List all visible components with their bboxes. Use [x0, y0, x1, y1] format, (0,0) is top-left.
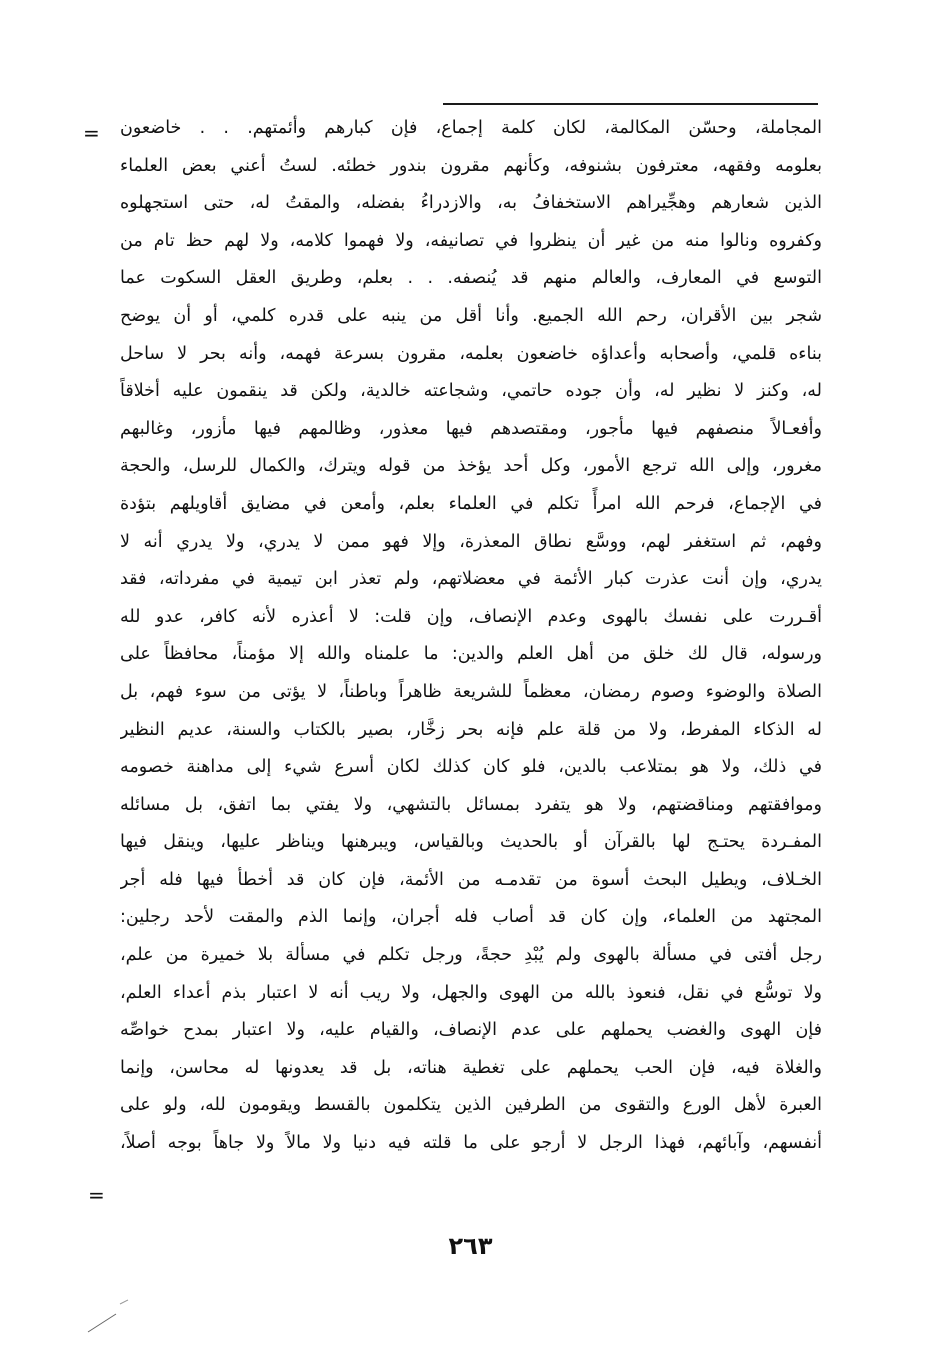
- continuation-marker-bottom: =: [88, 1183, 105, 1207]
- text-line: ولا توسُّع في نقل، فنعوذ بالله من الهوى والجهل، ولا ريب أنه لا اعتبار بذم أعداء العلم،: [120, 982, 822, 1003]
- text-line: فإن الهوى والغضب يحملهم على عدم الإنصاف، والقيام عليه، ولا اعتبار بمدح خواصِّه: [120, 1020, 822, 1041]
- continuation-marker-top: =: [83, 121, 100, 145]
- text-line: الصلاة والوضوء وصوم رمضان، معظماً للشريعة ظاهراً وباطناً، لا يؤتى من سوء فهم، بل: [120, 681, 822, 702]
- text-line: بناءه قلمي، وأصحابه وأعداؤه خاضعون بعلمه، مقرون بسرعة فهمه، وأنه بحر لا ساحل: [120, 343, 822, 364]
- pen-mark-scribble: [80, 1290, 140, 1340]
- text-line: وموافقتهم ومناقضتهم، ولا هو يتفرد بمسائل بالتشهي، ولا يفتي بما اتفق، بل مسائله: [120, 794, 822, 815]
- text-line: له الذكاء المفرط، ولا من قلة علم فإنه بحر زخَّار، بصير بالكتاب والسنة، عديم النظير: [120, 719, 822, 740]
- text-line: أنفسهم، وآبائهم، فهذا الرجل لا أرجو على ما قلته فيه دنيا ولا مالاً ولا جاهاً بوجه أصلاً،: [120, 1133, 822, 1154]
- text-line: رجل أفتى في مسألة بالهوى ولم يُبْدِ حجةً، ورجل تكلم في مسألة بلا خميرة من علم،: [120, 945, 822, 966]
- text-line: في الإجماع، فرحم الله امرأً تكلم في العلماء بعلم، وأمعن في مضايق أقاويلهم بتؤدة: [120, 493, 822, 514]
- text-line: الخـلاف، ويطيل البحث أسوة من تقدمـه من الأئمة، فإن كان قد أخطأ فيها فله أجر: [120, 869, 822, 890]
- page-number: ٢٦٣: [448, 1232, 493, 1260]
- footnote-separator-rule: [443, 103, 818, 105]
- text-line: العبرة لأهل الورع والتقوى من الطرفين الذين يتكلمون بالقسط ويقومون لله، ولو على: [120, 1095, 822, 1116]
- footnote-text-block: [120, 110, 822, 1163]
- text-line: المفـردة يحتـج لها بالقرآن أو بالحديث وبالقياس، ويبرهنها ويناظر عليها، وينقل فيها: [120, 832, 822, 853]
- text-line: شجر بين الأقران، رحم الله الجميع. وأنا أقل من ينبه على قدره كلمي، أو أن يوضح: [120, 305, 822, 326]
- text-line: في ذلك، ولا هو بمتلاعب بالدين، فلو كان كذلك لكان أسرع شيء إلى مداهنة خصومه: [120, 757, 822, 778]
- text-line: له، وكنز لا نظير له، وأن جوده حاتمي، وشجاعته خالدية، ولكن قد ينقمون عليه أخلاقاً: [120, 381, 822, 402]
- text-line: المجتهد من العلماء، وإن كان قد أصاب فله أجران، وإنما الذم والمقت لأحد رجلين:: [120, 907, 822, 928]
- text-line: ورسوله، قال لك خلق من أهل العلم والدين: ما علمناه والله إلا مؤمناً، محافظاً على: [120, 644, 822, 665]
- text-line: يدري، وإن أنت عذرت كبار الأئمة في معضلاتهم، ولم تعذر ابن تيمية في مفرداته، فقد: [120, 569, 822, 590]
- text-line: أقـررت على نفسك بالهوى وعدم الإنصاف، وإن قلت: لا أعذره لأنه كافر، عدو لله: [120, 606, 822, 627]
- text-line: بعلومه وفقهه، معترفون بشنوفه، وكأنهم مقرون بندور خطئه. لستُ أعني بعض العلماء: [120, 155, 822, 176]
- text-line: والغلاة فيه، فإن الحب يحملهم على تغطية هناته، بل قد يعدونها له محاسن، وإنما: [120, 1057, 822, 1078]
- text-line: المجاملة، وحسّن المكالمة، لكان كلمة إجماع، فإن كبارهم وأئمتهم. . . خاضعون: [120, 118, 822, 138]
- text-line: وأفعـالاً منصفهم فيها مأجور، ومقتصدهم فيها معذور، وظالمهم فيها مأزور، وغالبهم: [120, 418, 822, 439]
- text-line: وكفروه ونالوا منه من غير أن ينظروا في تصانيفه، ولا فهموا كلامه، ولا لهم حظ تام من: [120, 230, 822, 251]
- text-line: مغرور، وإلى الله ترجع الأمور، وكل أحد يؤخذ من قوله ويترك، والكمال للرسل، والحجة: [120, 456, 822, 477]
- text-line: وفهم، ثم استغفر لهم، ووسَّع نطاق المعذرة، وإلا فهو ممن لا يدري، ولا يدري أنه لا: [120, 531, 822, 552]
- text-line: التوسع في المعارف، والعالم منهم قد يُنصفه. . . بعلم، وطريق العقل السكوت عما: [120, 268, 822, 289]
- text-line: الذين شعارهم وهجِّيراهم الاستخفافُ به، والازدراءُ بفضله، والمقتُ له، حتى استجهلوه: [120, 193, 822, 214]
